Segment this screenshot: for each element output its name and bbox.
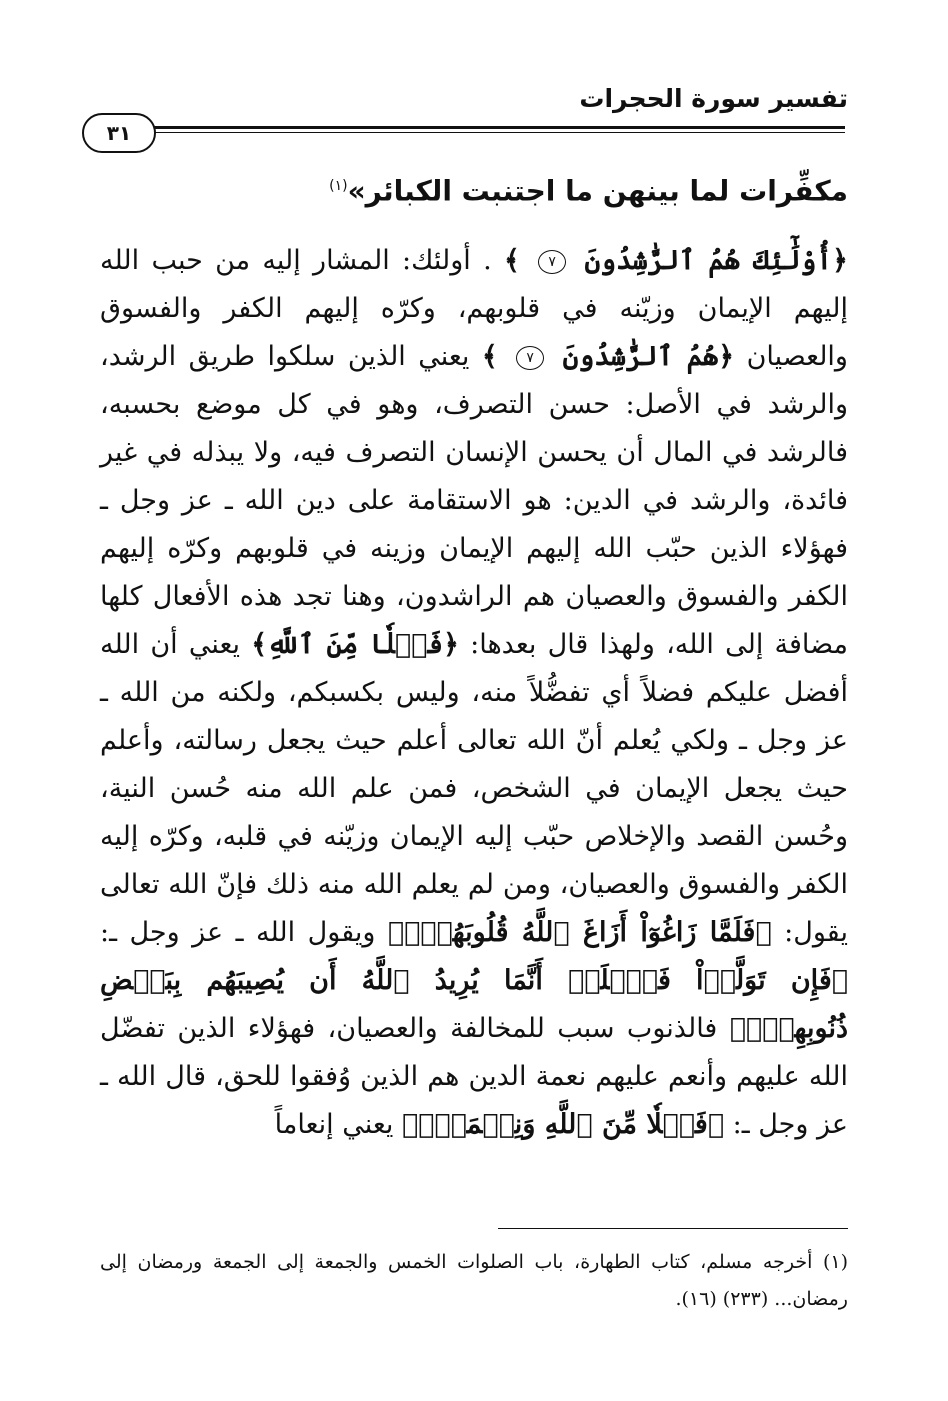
quran-quote: ﴿فَلَمَّا زَاغُوٓاْ أَزَاغَ ٱللَّهُ قُلُوبَهُمۡۚ﴾ [387, 917, 772, 949]
quran-quote-close: ﴾ [481, 341, 498, 373]
tafsir-text: يعني الذين سلكوا طريق الرشد، والرشد في الأصل: حسن التصرف، وهو في كل موضع بحسبه، فالرشد في المال أن يحسن الإنسان التصرف فيه، ولا يبذله في غير فائدة، والرشد في الدين: هو الاستقامة على دين الله ـ عز وجل ـ فهؤلاء الذين حبّب الله إليهم الإيمان وزينه في قلوبهم وكرّه إليهم الكفر والفسوق والعصيان هم الراشدون، وهنا تجد هذه الأفعال كلها مضافة إلى الله، ولهذا قال بعدها: [100, 341, 848, 661]
lead-text: مكفِّرات لما بينهن ما اجتنبت الكبائر» [347, 174, 848, 208]
header-rule [150, 126, 845, 133]
tafsir-text: فالذنوب سبب للمخالفة والعصيان، فهؤلاء الذين تفضّل الله عليهم وأنعم عليهم نعمة الدين هم الذين وُفقوا للحق، قال الله ـ عز وجل ـ: [100, 1013, 848, 1141]
tafsir-text: ويقول الله ـ عز وجل ـ: [100, 917, 376, 949]
main-text [100, 162, 848, 1149]
running-title: تفسير سورة الحجرات [579, 84, 848, 113]
quran-quote: ﴿فَضۡلٗا مِّنَ ٱللَّهِ وَنِعۡمَةٗۚ﴾ [401, 1109, 725, 1141]
footnote: (١) أخرجه مسلم، كتاب الطهارة، باب الصلوات الخمس والجمعة إلى الجمعة ورمضان إلى رمضان... (٢٣٣) (١٦). [100, 1251, 848, 1310]
quran-quote: ﴿هُمُ ٱلرَّٰشِدُونَ [562, 341, 735, 373]
quran-quote: ﴿أُوْلَٰٓئِكَ هُمُ ٱلرَّٰشِدُونَ [584, 245, 848, 277]
ayah-number-marker: ٧ [516, 346, 544, 370]
footnote-rule [498, 1228, 848, 1229]
tafsir-text: يعني أن الله أفضل عليكم فضلاً أي تفضُّلاً منه، وليس بكسبكم، ولكنه من الله ـ عز وجل ـ ولكي يُعلم أنّ الله تعالى أعلم حيث يجعل رسالته، وأعلم حيث يجعل الإيمان في الشخص، فمن علم الله منه حُسن النية، وحُسن القصد والإخلاص حبّب إليه الإيمان وزيّنه في قلبه، وكرّه إليه الكفر والفسوق والعصيان، ومن لم يعلم الله منه ذلك فإنّ الله تعالى يقول: [100, 629, 848, 949]
tafsir-text: يعني إنعاماً [274, 1109, 394, 1141]
quran-quote: ﴿فَضۡلٗا مِّنَ ٱللَّهِ﴾ [251, 629, 459, 661]
lead-line [100, 162, 848, 215]
quran-quote-close: ﴾ [504, 245, 520, 277]
tafsir-text: . أولئك: المشار إليه من حبب الله إليهم الإيمان وزيّنه في قلوبهم، وكرّه إليهم الكفر والفسوق والعصيان [100, 245, 848, 373]
quran-quote: ﴿فَإِن تَوَلَّوۡاْ فَٱعۡلَمۡ أَنَّمَا يُرِيدُ ٱللَّهُ أَن يُصِيبَهُم بِبَعۡضِ ذُنُوبِهِمۡۗ﴾ [100, 965, 848, 1045]
ayah-number-marker: ٧ [538, 250, 566, 274]
footnote-ref: (١) [329, 178, 348, 194]
tafsir-paragraph [100, 237, 848, 1149]
page-number: ٣١ [82, 113, 156, 153]
